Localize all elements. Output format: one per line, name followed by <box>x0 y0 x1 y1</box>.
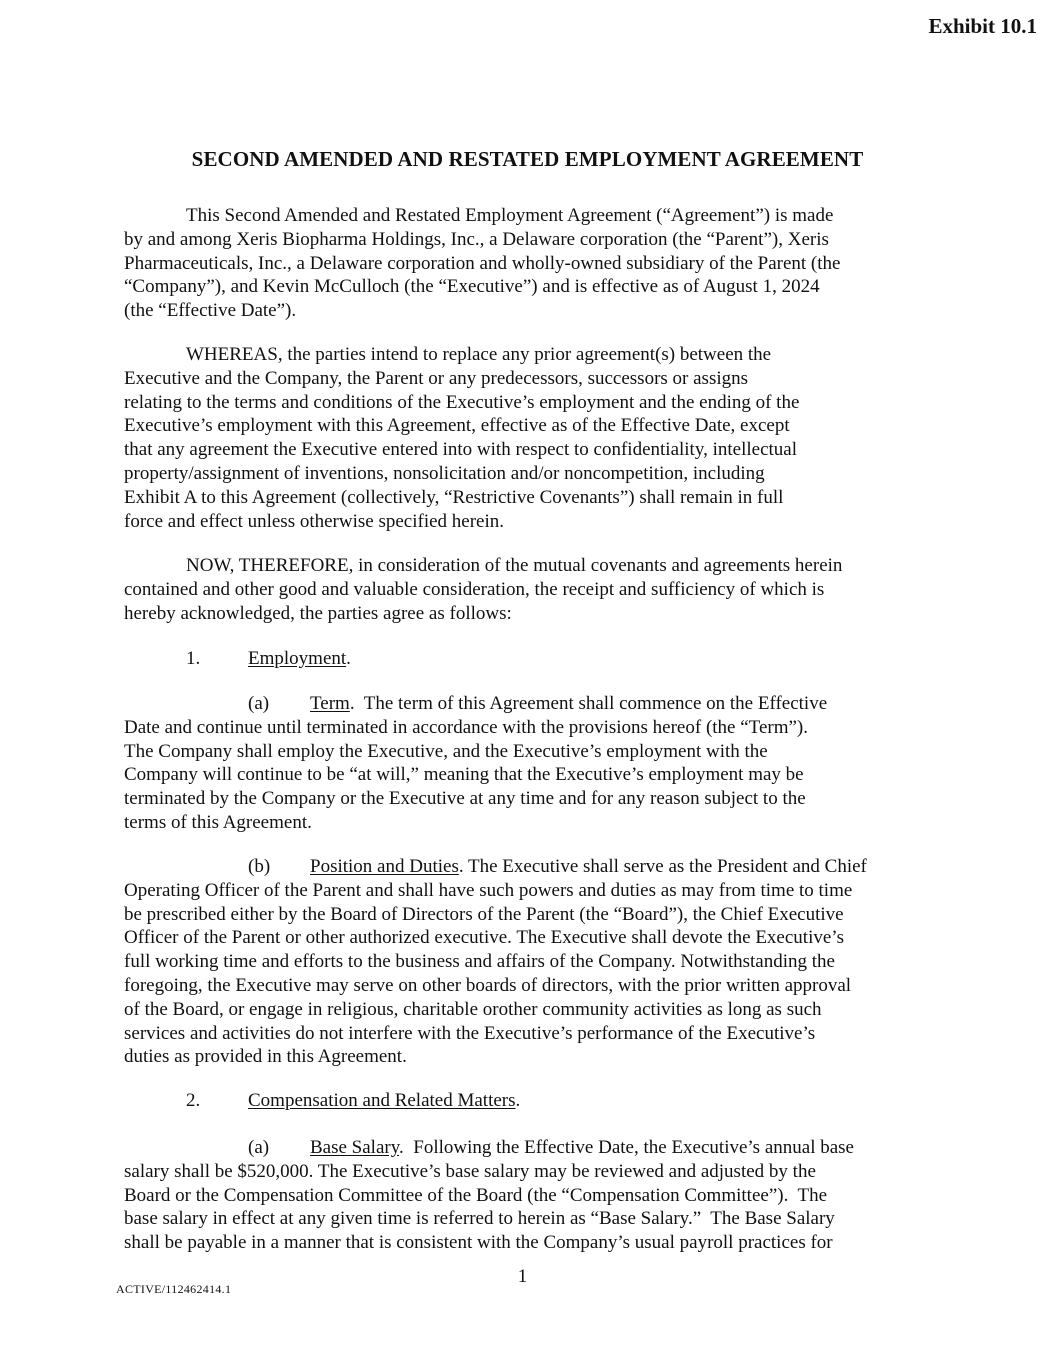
subsection-line: The Company shall employ the Executive, and the Executive’s employment with the <box>124 740 768 762</box>
subsection-label: (b) <box>248 856 271 877</box>
now-therefore-paragraph <box>124 554 842 625</box>
whereas-line: Executive and the Company, the Parent or any predecessors, successors or assigns <box>124 367 749 389</box>
whereas-line: that any agreement the Executive entered into with respect to confidentiality, intellectual <box>124 439 798 461</box>
section-number: 1. <box>186 648 201 669</box>
subsection-first-line: . Following the Effective Date, the Executive’s annual base <box>399 1137 854 1158</box>
subsection-line: Date and continue until terminated in accordance with the provisions hereof (the “Term”). <box>124 716 808 738</box>
page-number: 1 <box>517 1266 528 1287</box>
subsection-heading: Term <box>310 693 350 714</box>
section-heading-punct: . <box>346 648 351 669</box>
section-heading-punct: . <box>515 1090 521 1111</box>
intro-line: “Company”), and Kevin McCulloch (the “Executive”) and is effective as of August 1, 2024 <box>124 276 820 298</box>
subsection-first-line: . The term of this Agreement shall commence on the Effective <box>349 693 828 714</box>
now-therefore-line: NOW, THEREFORE, in consideration of the mutual covenants and agreements herein <box>186 555 843 576</box>
subsection-heading: Base Salary <box>310 1137 399 1158</box>
subsection-label: (a) <box>248 693 270 714</box>
intro-line: (the “Effective Date”). <box>124 300 297 322</box>
whereas-line: force and effect unless otherwise specified herein. <box>124 510 505 532</box>
section-number: 2. <box>186 1090 201 1111</box>
section-1b-paragraph <box>124 855 867 1069</box>
subsection-line: of the Board, or engage in religious, charitable orother community activities as long as such <box>124 998 822 1020</box>
section-2-heading <box>124 1089 520 1113</box>
intro-line: This Second Amended and Restated Employment Agreement (“Agreement”) is made <box>186 205 834 226</box>
subsection-line: full working time and efforts to the business and affairs of the Company. Notwithstanding the <box>124 951 835 973</box>
section-heading: Employment <box>248 648 347 669</box>
subsection-heading: Position and Duties <box>310 856 459 877</box>
subsection-line: Board or the Compensation Committee of the Board (the “Compensation Committee”). The <box>124 1184 828 1206</box>
section-2a-paragraph <box>124 1136 854 1255</box>
whereas-paragraph <box>124 343 799 533</box>
subsection-first-line: . The Executive shall serve as the President and Chief <box>458 856 867 877</box>
subsection-line: terms of this Agreement. <box>124 811 312 833</box>
intro-paragraph <box>124 204 840 323</box>
subsection-line: duties as provided in this Agreement. <box>124 1046 407 1068</box>
subsection-line: terminated by the Company or the Executive at any time and for any reason subject to the <box>124 788 806 810</box>
subsection-line: be prescribed either by the Board of Directors of the Parent (the “Board”), the Chief Executive <box>124 903 844 925</box>
whereas-line: Executive’s employment with this Agreement, effective as of the Effective Date, except <box>124 415 790 437</box>
intro-line: Pharmaceuticals, Inc., a Delaware corporation and wholly-owned subsidiary of the Parent (the <box>124 252 841 274</box>
intro-line: by and among Xeris Biopharma Holdings, Inc., a Delaware corporation (the “Parent”), Xeris <box>124 228 829 250</box>
subsection-line: Officer of the Parent or other authorized executive. The Executive shall devote the Executive’s <box>124 927 844 949</box>
subsection-line: shall be payable in a manner that is consistent with the Company’s usual payroll practices for <box>124 1232 833 1254</box>
section-heading: Compensation and Related Matters <box>248 1090 516 1111</box>
subsection-line: Company will continue to be “at will,” meaning that the Executive’s employment may be <box>124 764 804 786</box>
subsection-label: (a) <box>248 1137 270 1158</box>
exhibit-label: Exhibit 10.1 <box>928 14 1037 38</box>
section-1a-paragraph <box>124 692 827 835</box>
now-therefore-line: hereby acknowledged, the parties agree as follows: <box>124 602 512 624</box>
subsection-line: foregoing, the Executive may serve on other boards of directors, with the prior written approval <box>124 974 852 996</box>
subsection-line: services and activities do not interfere with the Executive’s performance of the Executive’s <box>124 1022 816 1044</box>
subsection-line: Operating Officer of the Parent and shall have such powers and duties as may from time to time <box>124 879 853 901</box>
section-1-heading <box>124 647 351 671</box>
now-therefore-line: contained and other good and valuable consideration, the receipt and sufficiency of which is <box>124 578 825 600</box>
whereas-line: relating to the terms and conditions of the Executive’s employment and the ending of the <box>124 391 800 413</box>
whereas-line: property/assignment of inventions, nonsolicitation and/or noncompetition, including <box>124 462 765 484</box>
subsection-line: salary shall be $520,000. The Executive’s base salary may be reviewed and adjusted by the <box>124 1160 816 1182</box>
document-id: ACTIVE/112462414.1 <box>116 1282 232 1296</box>
whereas-line: Exhibit A to this Agreement (collectively, “Restrictive Covenants”) shall remain in full <box>124 486 784 508</box>
subsection-line: base salary in effect at any given time is referred to herein as “Base Salary.” The Base Salary <box>124 1208 835 1230</box>
whereas-line: WHEREAS, the parties intend to replace any prior agreement(s) between the <box>186 344 772 365</box>
document-title: SECOND AMENDED AND RESTATED EMPLOYMENT AGREEMENT <box>191 147 864 171</box>
